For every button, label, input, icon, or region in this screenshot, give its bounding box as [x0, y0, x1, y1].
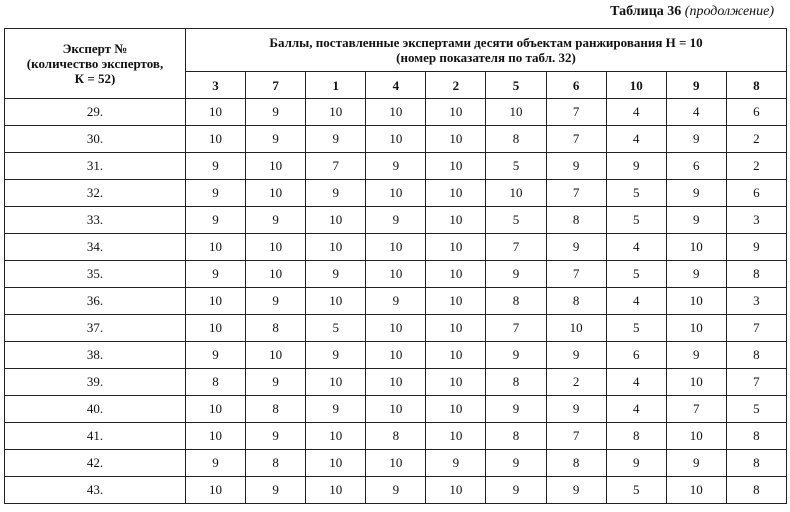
score-cell: 10: [546, 315, 606, 342]
score-cell: 9: [486, 396, 546, 423]
table-row: [5, 234, 787, 261]
score-cell: 10: [186, 126, 246, 153]
expert-number-cell: 37.: [5, 315, 186, 342]
score-cell: 10: [426, 99, 486, 126]
score-cell: 9: [186, 450, 246, 477]
score-cell: 10: [186, 99, 246, 126]
score-cell: 9: [666, 342, 726, 369]
score-cell: 10: [366, 261, 426, 288]
expert-number-cell: 36.: [5, 288, 186, 315]
score-cell: 9: [486, 477, 546, 504]
score-cell: 10: [366, 315, 426, 342]
score-cell: 5: [606, 477, 666, 504]
score-cell: 8: [546, 288, 606, 315]
score-cell: 6: [726, 180, 786, 207]
score-cell: 4: [666, 99, 726, 126]
score-cell: 8: [726, 477, 786, 504]
expert-header-line1: Эксперт №: [62, 41, 128, 56]
expert-number-cell: 38.: [5, 342, 186, 369]
score-cell: 5: [606, 261, 666, 288]
score-cell: 10: [306, 477, 366, 504]
score-cell: 10: [186, 396, 246, 423]
caption-label: Таблица 36: [610, 4, 682, 19]
table-row: [5, 99, 787, 126]
expert-number-cell: 43.: [5, 477, 186, 504]
score-cell: 9: [186, 180, 246, 207]
score-cell: 10: [366, 369, 426, 396]
score-cell: 10: [426, 261, 486, 288]
score-cell: 10: [666, 477, 726, 504]
expert-number-cell: 39.: [5, 369, 186, 396]
score-cell: 10: [306, 99, 366, 126]
column-header: 1: [306, 72, 366, 99]
score-cell: 4: [606, 396, 666, 423]
score-cell: 9: [666, 126, 726, 153]
score-cell: 9: [186, 153, 246, 180]
table-row: [5, 450, 787, 477]
score-cell: 10: [366, 342, 426, 369]
expert-header-line3: К = 52): [74, 71, 116, 86]
score-cell: 7: [666, 396, 726, 423]
score-cell: 10: [246, 342, 306, 369]
score-cell: 10: [366, 234, 426, 261]
expert-header-line2: (количество экспертов,: [26, 56, 164, 71]
score-cell: 10: [246, 261, 306, 288]
score-cell: 4: [606, 99, 666, 126]
score-cell: 10: [186, 477, 246, 504]
score-cell: 10: [426, 369, 486, 396]
score-cell: 9: [546, 477, 606, 504]
score-cell: 10: [426, 153, 486, 180]
score-cell: 10: [666, 315, 726, 342]
score-cell: 10: [426, 396, 486, 423]
score-cell: 10: [246, 180, 306, 207]
expert-number-cell: 42.: [5, 450, 186, 477]
table-body: [5, 99, 787, 504]
score-cell: 9: [306, 396, 366, 423]
column-header: 3: [186, 72, 246, 99]
score-cell: 9: [246, 477, 306, 504]
score-cell: 8: [726, 450, 786, 477]
score-cell: 10: [426, 288, 486, 315]
score-cell: 4: [606, 234, 666, 261]
table-caption: [610, 4, 774, 20]
score-cell: 7: [486, 315, 546, 342]
score-cell: 10: [426, 180, 486, 207]
score-cell: 10: [666, 234, 726, 261]
score-cell: 7: [546, 261, 606, 288]
table-row: [5, 369, 787, 396]
score-cell: 9: [306, 126, 366, 153]
score-cell: 9: [546, 342, 606, 369]
score-cell: 8: [726, 423, 786, 450]
table-row: [5, 288, 787, 315]
score-cell: 10: [246, 153, 306, 180]
table-row: [5, 126, 787, 153]
score-cell: 10: [306, 450, 366, 477]
score-cell: 10: [426, 423, 486, 450]
score-cell: 9: [246, 126, 306, 153]
column-header: 8: [726, 72, 786, 99]
score-cell: 4: [606, 288, 666, 315]
score-cell: 9: [546, 234, 606, 261]
score-cell: 10: [306, 207, 366, 234]
score-cell: 10: [366, 126, 426, 153]
score-cell: 7: [546, 99, 606, 126]
score-cell: 10: [426, 126, 486, 153]
table-row: [5, 396, 787, 423]
score-cell: 9: [666, 180, 726, 207]
score-cell: 9: [666, 261, 726, 288]
score-cell: 8: [486, 126, 546, 153]
score-cell: 8: [186, 369, 246, 396]
column-header: 9: [666, 72, 726, 99]
score-cell: 10: [426, 342, 486, 369]
score-cell: 8: [246, 396, 306, 423]
score-cell: 9: [546, 153, 606, 180]
score-cell: 9: [426, 450, 486, 477]
score-cell: 8: [486, 288, 546, 315]
group-header-line1: Баллы, поставленные экспертами десяти объектам ранжирования Н = 10: [269, 35, 703, 50]
score-cell: 9: [726, 234, 786, 261]
score-cell: 9: [246, 369, 306, 396]
scores-table: [4, 28, 787, 504]
score-cell: 5: [606, 315, 666, 342]
score-cell: 10: [366, 99, 426, 126]
caption-note: (продолжение): [684, 4, 774, 19]
score-cell: 9: [246, 423, 306, 450]
score-cell: 3: [726, 288, 786, 315]
score-cell: 7: [726, 315, 786, 342]
score-cell: 10: [426, 234, 486, 261]
expert-number-cell: 32.: [5, 180, 186, 207]
score-cell: 8: [726, 261, 786, 288]
score-cell: 8: [246, 315, 306, 342]
table-row: [5, 207, 787, 234]
score-cell: 9: [666, 207, 726, 234]
score-cell: 8: [546, 207, 606, 234]
score-cell: 2: [546, 369, 606, 396]
score-cell: 10: [186, 315, 246, 342]
score-cell: 7: [486, 234, 546, 261]
score-cell: 10: [486, 99, 546, 126]
score-cell: 10: [186, 288, 246, 315]
score-cell: 9: [546, 396, 606, 423]
score-cell: 5: [606, 207, 666, 234]
column-header: 7: [246, 72, 306, 99]
table-row: [5, 180, 787, 207]
score-cell: 10: [426, 207, 486, 234]
score-cell: 10: [366, 396, 426, 423]
score-cell: 6: [606, 342, 666, 369]
score-cell: 4: [606, 126, 666, 153]
column-header: 4: [366, 72, 426, 99]
score-cell: 8: [546, 450, 606, 477]
table-row: [5, 315, 787, 342]
score-cell: 9: [186, 207, 246, 234]
expert-number-cell: 29.: [5, 99, 186, 126]
table-row: [5, 261, 787, 288]
score-cell: 2: [726, 126, 786, 153]
score-cell: 9: [606, 153, 666, 180]
score-cell: 10: [486, 180, 546, 207]
table-row: [5, 153, 787, 180]
score-cell: 9: [246, 99, 306, 126]
score-cell: 5: [306, 315, 366, 342]
score-cell: 8: [606, 423, 666, 450]
score-cell: 10: [366, 180, 426, 207]
score-cell: 10: [366, 450, 426, 477]
score-cell: 9: [186, 261, 246, 288]
score-cell: 10: [186, 423, 246, 450]
score-cell: 9: [246, 288, 306, 315]
score-cell: 3: [726, 207, 786, 234]
group-header-line2: (номер показателя по табл. 32): [396, 50, 576, 65]
score-cell: 9: [666, 450, 726, 477]
expert-column-header: [5, 29, 186, 99]
column-header: 2: [426, 72, 486, 99]
score-cell: 7: [546, 126, 606, 153]
expert-number-cell: 41.: [5, 423, 186, 450]
score-cell: 10: [306, 423, 366, 450]
score-cell: 9: [486, 261, 546, 288]
column-header: 6: [546, 72, 606, 99]
score-cell: 9: [486, 342, 546, 369]
expert-number-cell: 33.: [5, 207, 186, 234]
column-header: 10: [606, 72, 666, 99]
score-cell: 9: [246, 207, 306, 234]
expert-number-cell: 30.: [5, 126, 186, 153]
score-cell: 8: [486, 369, 546, 396]
score-cell: 10: [666, 369, 726, 396]
score-cell: 10: [186, 234, 246, 261]
score-cell: 9: [306, 261, 366, 288]
score-cell: 6: [726, 99, 786, 126]
score-cell: 7: [546, 423, 606, 450]
score-cell: 5: [606, 180, 666, 207]
score-cell: 5: [486, 153, 546, 180]
score-cell: 7: [726, 369, 786, 396]
expert-number-cell: 31.: [5, 153, 186, 180]
expert-number-cell: 40.: [5, 396, 186, 423]
score-cell: 9: [186, 342, 246, 369]
score-cell: 9: [366, 207, 426, 234]
score-cell: 10: [306, 369, 366, 396]
scores-group-header: [186, 29, 787, 72]
score-cell: 9: [606, 450, 666, 477]
score-cell: 10: [246, 234, 306, 261]
expert-number-cell: 35.: [5, 261, 186, 288]
score-cell: 5: [726, 396, 786, 423]
score-cell: 10: [666, 423, 726, 450]
score-cell: 7: [306, 153, 366, 180]
table-row: [5, 342, 787, 369]
score-cell: 6: [666, 153, 726, 180]
score-cell: 9: [366, 153, 426, 180]
score-cell: 10: [306, 288, 366, 315]
score-cell: 9: [306, 180, 366, 207]
score-cell: 5: [486, 207, 546, 234]
score-cell: 10: [426, 477, 486, 504]
expert-number-cell: 34.: [5, 234, 186, 261]
score-cell: 9: [306, 342, 366, 369]
table-row: [5, 477, 787, 504]
score-cell: 9: [366, 288, 426, 315]
score-cell: 8: [366, 423, 426, 450]
score-cell: 8: [246, 450, 306, 477]
score-cell: 2: [726, 153, 786, 180]
column-header: 5: [486, 72, 546, 99]
score-cell: 8: [486, 423, 546, 450]
score-cell: 10: [426, 315, 486, 342]
score-cell: 8: [726, 342, 786, 369]
score-cell: 9: [366, 477, 426, 504]
score-cell: 7: [546, 180, 606, 207]
score-cell: 9: [486, 450, 546, 477]
score-cell: 10: [306, 234, 366, 261]
score-cell: 10: [666, 288, 726, 315]
score-cell: 4: [606, 369, 666, 396]
table-row: [5, 423, 787, 450]
